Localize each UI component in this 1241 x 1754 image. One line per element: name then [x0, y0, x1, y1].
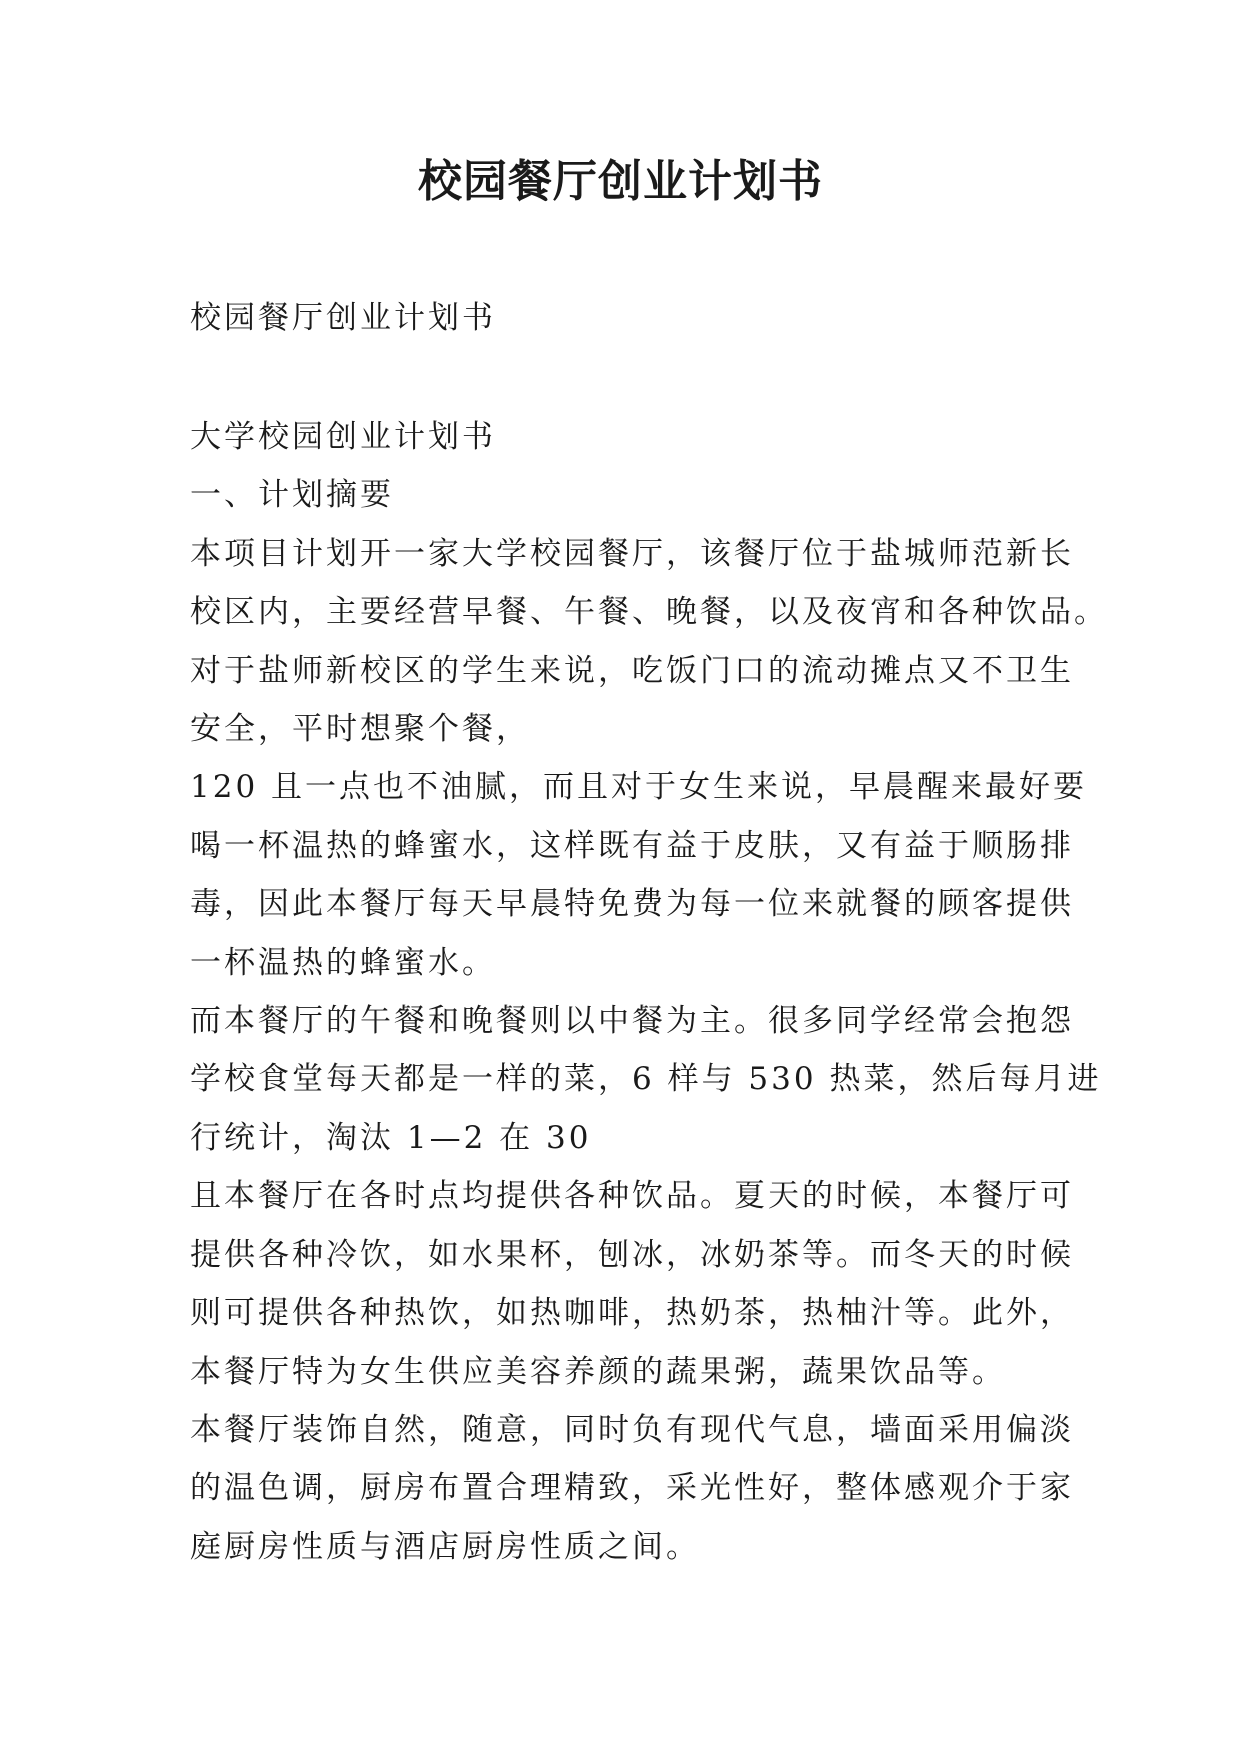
paragraph	[190, 1167, 1074, 1401]
text-line: 本餐厅装饰自然，随意，同时负有现代气息，墙面采用偏淡	[190, 1411, 1074, 1448]
paragraph	[190, 408, 1070, 466]
paragraph	[190, 992, 1102, 1167]
text-line: 校区内，主要经营早餐、午餐、晚餐，以及夜宵和各种饮品。	[190, 594, 1108, 631]
document-body	[190, 408, 1108, 1576]
text-line: 且本餐厅在各时点均提供各种饮品。夏天的时候，本餐厅可	[190, 1178, 1074, 1215]
text-line: 学校食堂每天都是一样的菜，6 样与 530 热菜，然后每月进	[190, 1061, 1102, 1098]
text-line: 喝一杯温热的蜂蜜水，这样既有益于皮肤，又有益于顺肠排	[190, 827, 1074, 864]
text-line: 则可提供各种热饮，如热咖啡，热奶茶，热柚汁等。此外，	[190, 1295, 1074, 1332]
text-line: 对于盐师新校区的学生来说，吃饭门口的流动摊点又不卫生	[190, 652, 1074, 689]
text-line: 而本餐厅的午餐和晚餐则以中餐为主。很多同学经常会抱怨	[190, 1003, 1074, 1040]
text-line: 庭厨房性质与酒店厨房性质之间。	[190, 1528, 700, 1565]
paragraph	[190, 1401, 1074, 1576]
text-line: 行统计，淘汰 1—2 在 30	[190, 1119, 592, 1156]
text-line: 本项目计划开一家大学校园餐厅，该餐厅位于盐城师范新长	[190, 535, 1074, 572]
paragraph	[190, 758, 1088, 992]
text-line: 提供各种冷饮，如水果杯，刨冰，冰奶茶等。而冬天的时候	[190, 1236, 1074, 1273]
document-subtitle: 校园餐厅创业计划书	[190, 300, 496, 336]
text-line: 120 且一点也不油腻，而且对于女生来说，早晨醒来最好要	[190, 769, 1088, 806]
paragraph	[190, 525, 1108, 759]
section-heading	[190, 466, 1070, 524]
document-title: 校园餐厅创业计划书	[418, 156, 823, 207]
text-line: 本餐厅特为女生供应美容养颜的蔬果粥，蔬果饮品等。	[190, 1353, 1006, 1390]
text-line: 大学校园创业计划书	[190, 419, 496, 455]
text-line: 一、计划摘要	[190, 477, 394, 514]
text-line: 毒，因此本餐厅每天早晨特免费为每一位来就餐的顾客提供	[190, 886, 1074, 923]
text-line: 的温色调，厨房布置合理精致，采光性好，整体感观介于家	[190, 1470, 1074, 1507]
text-line: 安全，平时想聚个餐，	[190, 711, 530, 748]
text-line: 一杯温热的蜂蜜水。	[190, 944, 496, 981]
